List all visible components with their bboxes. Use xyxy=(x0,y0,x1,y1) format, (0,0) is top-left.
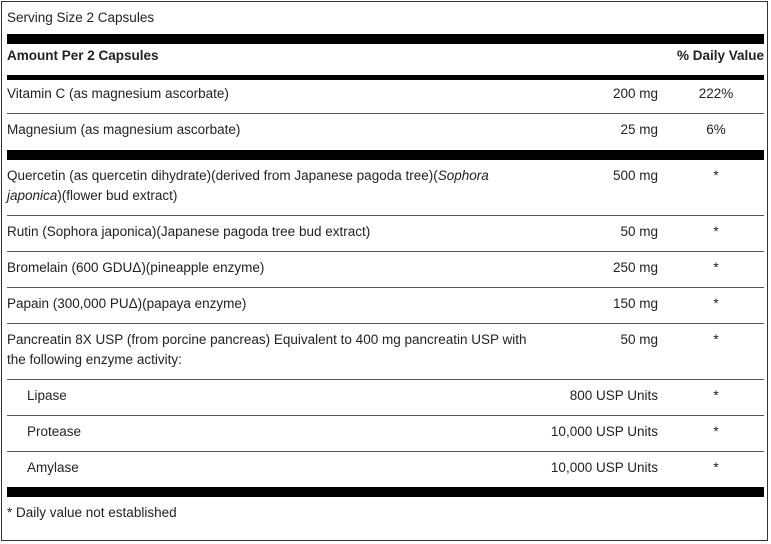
name-part: )(flower bud extract) xyxy=(57,188,178,203)
ingredient-amount: 200 mg xyxy=(612,86,658,101)
daily-value-label: % Daily Value xyxy=(676,48,764,63)
serving-size: Serving Size 2 Capsules xyxy=(7,10,155,25)
thick-divider-middle xyxy=(7,150,764,160)
ingredient-dv: * xyxy=(713,168,719,183)
row-divider xyxy=(7,323,764,324)
ingredient-amount: 10,000 USP Units xyxy=(550,460,658,475)
ingredient-amount: 10,000 USP Units xyxy=(550,424,658,439)
ingredient-name: Magnesium (as magnesium ascorbate) xyxy=(7,122,241,137)
ingredient-amount: 25 mg xyxy=(620,122,658,137)
ingredient-dv: * xyxy=(713,460,719,475)
ingredient-dv: 222% xyxy=(698,86,734,101)
ingredient-dv: * xyxy=(713,224,719,239)
row-divider xyxy=(7,215,764,216)
row-divider xyxy=(7,415,764,416)
ingredient-dv: * xyxy=(713,260,719,275)
ingredient-name: Bromelain (600 GDUΔ)(pineapple enzyme) xyxy=(7,260,265,275)
ingredient-amount: 250 mg xyxy=(612,260,658,275)
row-divider xyxy=(7,251,764,252)
ingredient-dv: * xyxy=(713,388,719,403)
medium-divider xyxy=(7,75,764,80)
ingredient-name: Pancreatin 8X USP (from porcine pancreas) Equivalent to 400 mg pancreatin USP with the following enzyme activity: xyxy=(7,332,527,367)
footnote: * Daily value not established xyxy=(7,505,177,520)
amount-per-label: Amount Per 2 Capsules xyxy=(7,48,159,63)
ingredient-dv: * xyxy=(713,296,719,311)
ingredient-amount: 150 mg xyxy=(612,296,658,311)
ingredient-amount: 500 mg xyxy=(612,168,658,183)
ingredient-name: Vitamin C (as magnesium ascorbate) xyxy=(7,86,229,101)
ingredient-dv: * xyxy=(713,332,719,347)
ingredient-dv: * xyxy=(713,424,719,439)
row-divider xyxy=(7,451,764,452)
ingredient-name: Papain (300,000 PUΔ)(papaya enzyme) xyxy=(7,296,247,311)
ingredient-name: Protease xyxy=(27,424,82,439)
ingredient-name: Lipase xyxy=(27,388,67,403)
ingredient-dv: 6% xyxy=(706,122,726,137)
name-part-italic: Sophora japonica xyxy=(7,168,489,203)
ingredient-amount: 50 mg xyxy=(620,224,658,239)
name-part: Quercetin (as quercetin dihydrate)(derived from Japanese pagoda tree)( xyxy=(7,168,438,183)
ingredient-name xyxy=(7,166,507,206)
ingredient-amount: 800 USP Units xyxy=(569,388,658,403)
thick-divider-top xyxy=(7,34,764,44)
thick-divider-bottom xyxy=(7,487,764,497)
ingredient-name: Rutin (Sophora japonica)(Japanese pagoda tree bud extract) xyxy=(7,224,371,239)
ingredient-amount: 50 mg xyxy=(620,332,658,347)
ingredient-name: Amylase xyxy=(27,460,79,475)
row-divider xyxy=(7,287,764,288)
row-divider xyxy=(7,379,764,380)
row-divider xyxy=(7,113,764,114)
